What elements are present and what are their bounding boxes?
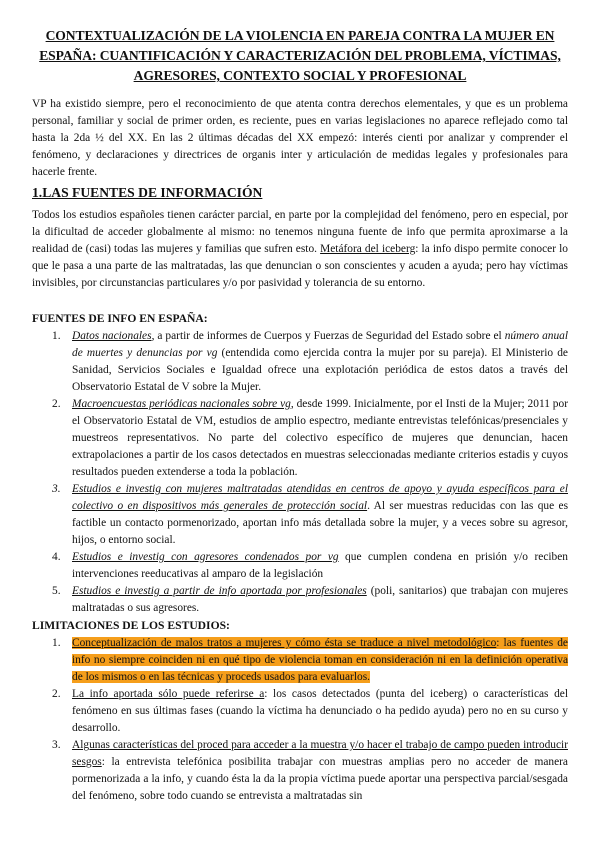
list-item: 3. Estudios e investig con mujeres maltratadas atendidas en centros de apoyo y ayuda específicos para el colectivo o en dispositivos más generales de protección social. Al ser muestras reducidas con las que es factible un contacto pormenorizado, aportan info más detallada sobre la mujer, y a veces sobre su agresor, hijos, o entorno social. [52,483,569,546]
list-item: 1. Datos nacionales, a partir de informes de Cuerpos y Fuerzas de Seguridad del Estado sobre el número anual de muertes y denuncias por vg (entendida como ejercida contra la mujer por su pareja). El Ministerio de Sanidad, Servicios Sociales e Igualdad ofrece una explotación periódica de estos datos a través del Observatorio Estatal de V sobre la Mujer. [52,330,569,393]
subheading-limitaciones: LIMITACIONES DE LOS ESTUDIOS: [32,619,230,632]
sources-list [32,328,568,617]
sources-text-a: Todos los estudios españoles tienen carácter parcial, en parte por la complejidad del fenómeno, pero en especial, por la dificultad de acceder globalmente al mismo: no tenemos ninguna fuente de info que permita aproximarse a la realidad de (casi) todas las mujeres y familias que sufren esto. [32,209,568,255]
iceberg-metaphor: Metáfora del iceberg [320,243,416,255]
subheading-fuentes: FUENTES DE INFO EN ESPAÑA: [32,312,208,325]
sources-paragraph [32,207,568,292]
intro-paragraph: VP ha existido siempre, pero el reconocimiento de que atenta contra derechos elementales, y que es un problema personal, familiar y social de primer orden, es reciente, pues en varias legislaciones no aparece reflejado como tal hasta la 2da ½ del XX. En las 2 últimas décadas del XX empezó: interés cienti por analizar y comprender el fenómeno, y declaraciones y directrices de organis inter y articulación de medidas legales y profesionales para hacerle frente. [32,98,568,178]
list-item: 4. Estudios e investig con agresores condenados por vg que cumplen condena en prisión y/o reciben intervenciones reeducativas al amparo de la legislación [52,551,568,580]
document-title: CONTEXTUALIZACIÓN DE LA VIOLENCIA EN PAREJA CONTRA LA MUJER EN ESPAÑA: CUANTIFICACIÓN Y CARACTERIZACIÓN DEL PROBLEMA, VÍCTIMAS, AGRESORES, CONTEXTO SOCIAL Y PROFESIONAL [39,28,561,83]
list-item: 3. Algunas características del proced para acceder a la muestra y/o hacer el trabajo de campo pueden introducir sesgos: la entrevista telefónica posibilita trabajar con muestras amplias pero no acceder de manera pormenorizada a la info, y cuando ésta la da la propia víctima puede aportar una perspectiva parcial/sesgada del fenómeno, sobre todo cuando se entrevista a maltratadas sin [52,739,568,802]
sources-text-b: : la info dispo permite conocer lo que le pasa a una parte de las maltratadas, las que denuncian o son conscientes y acuden a ayuda; pero hay víctimas invisibles, por circunstancias particulares y/o por pasividad y tolerancia de su entorno. [32,243,568,289]
list-item: 2. Macroencuestas periódicas nacionales sobre vg, desde 1999. Inicialmente, por el Insti de la Mujer; 2011 por el Observatorio Estatal de VM, estudios de amplio espectro, mediante entrevistas telefónicas/presenciales y muestreos representativos. No parte del colectivo específico de mujeres que denuncian, hacen extrapolaciones a partir de los casos detectados en muestras seleccionadas mediante criterios estadis y cuyos resultados pueden extenderse a toda la población. [52,398,568,478]
list-item: 1. Conceptualización de malos tratos a mujeres y cómo ésta se traduce a nivel metodológico: las fuentes de info no siempre coinciden ni en qué tipo de violencia toman en consideración ni en la definición operativa de los mismos o en las técnicas y proceds usados para evaluarlos. [52,637,568,683]
section-heading-fuentes-informacion: 1.LAS FUENTES DE INFORMACIÓN [32,185,263,200]
list-item: 2. La info aportada sólo puede referirse a: los casos detectados (punta del iceberg) o características del fenómeno en sus últimas fases (cuando la víctima ha denunciado o ha pedido ayuda) pero no en su curso y desarrollo. [52,688,568,734]
list-item: 5. Estudios e investig a partir de info aportada por profesionales (poli, sanitarios) que trabajan con mujeres maltratadas o sus agresores. [52,585,569,614]
limitations-list [32,635,568,822]
